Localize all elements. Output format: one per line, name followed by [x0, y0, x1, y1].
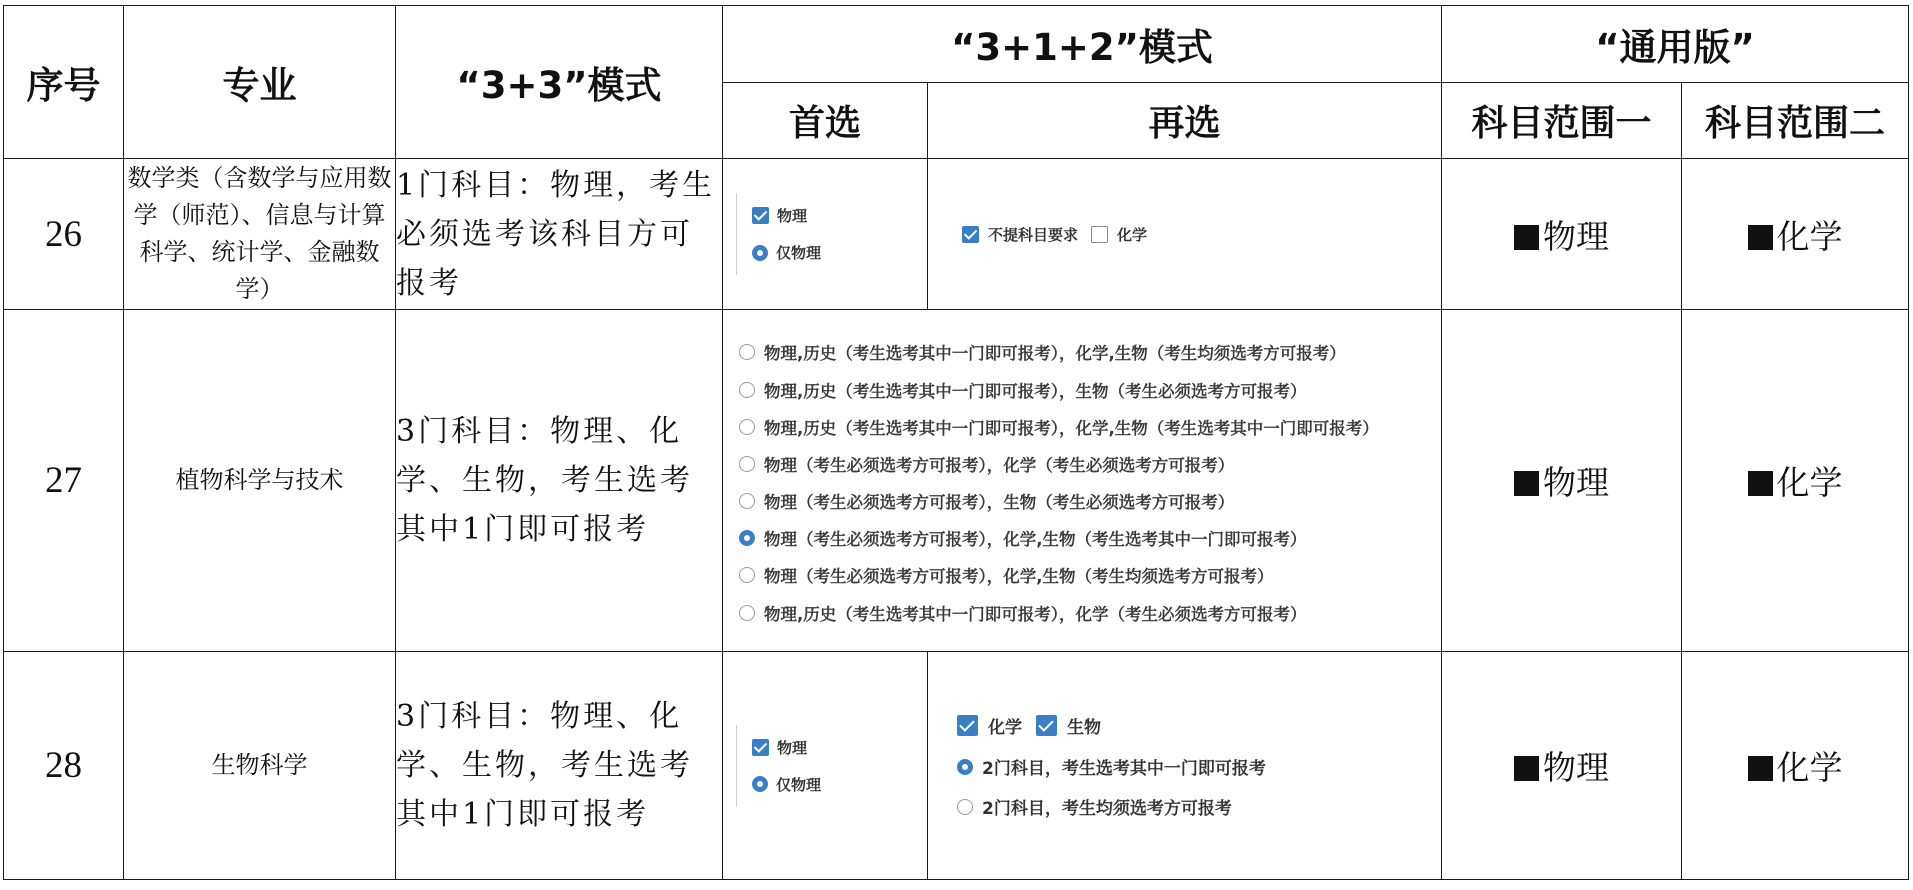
radio-option[interactable]: [739, 594, 1441, 631]
header-second-choice: 再选: [928, 83, 1442, 159]
first-choice-cell: [723, 159, 928, 310]
header-general: “通用版”: [1442, 6, 1909, 83]
range-1-value: 物理: [1543, 216, 1609, 256]
row-number: 26: [4, 159, 124, 310]
major-name: 植物科学与技术: [124, 310, 396, 652]
radio-option[interactable]: [739, 445, 1441, 482]
radio-unselected-icon[interactable]: [957, 799, 973, 815]
checkbox-unchecked-icon[interactable]: [1091, 226, 1108, 243]
black-square-icon: [1748, 225, 1773, 250]
radio-unselected-icon[interactable]: [739, 456, 755, 472]
option-label: 物理（考生必须选考方可报考），化学,生物（考生选考其中一门即可报考）: [764, 530, 1307, 550]
requirement-3-3: 1门科目：物理，考生必须选考该科目方可报考: [396, 159, 723, 310]
range-1-cell: [1442, 652, 1682, 880]
combination-radio-list: [723, 330, 1441, 632]
black-square-icon: [1514, 225, 1539, 250]
option-label: 物理（考生必须选考方可报考），化学（考生必须选考方可报考）: [764, 455, 1235, 475]
range-2-value: 化学: [1776, 463, 1843, 502]
radio-unselected-icon[interactable]: [739, 419, 755, 435]
header-mode-3-3: “3+3”模式: [396, 6, 723, 159]
range-1-cell: [1442, 310, 1682, 652]
requirement-3-3: 3门科目：物理、化学、生物，考生选考其中1门即可报考: [396, 652, 723, 880]
physics-only-label: 仅物理: [776, 244, 822, 262]
requirement-3-3: 3门科目：物理、化学、生物，考生选考其中1门即可报考: [396, 310, 723, 652]
black-square-icon: [1748, 756, 1773, 781]
radio-option[interactable]: [739, 520, 1441, 557]
second-choice-cell: [928, 159, 1442, 310]
major-name: 生物科学: [124, 652, 396, 880]
subject-requirements-table: [3, 5, 1909, 880]
option-label: 物理,历史（考生选考其中一门即可报考），化学,生物（考生选考其中一门即可报考）: [764, 418, 1379, 438]
black-square-icon: [1748, 471, 1773, 496]
header-range-2: 科目范围二: [1682, 83, 1909, 159]
physics-only-label: 仅物理: [776, 775, 822, 794]
physics-checkbox-row[interactable]: [752, 197, 927, 234]
row-number: 28: [4, 652, 124, 880]
radio-option[interactable]: [739, 371, 1441, 408]
radio-unselected-icon[interactable]: [739, 493, 755, 509]
radio-option[interactable]: [739, 557, 1441, 594]
header-mode-3-1-2: “3+1+2”模式: [723, 6, 1442, 83]
header-range-1: 科目范围一: [1442, 83, 1682, 159]
radio-option[interactable]: [957, 787, 1441, 827]
chemistry-label: 化学: [1117, 225, 1148, 244]
black-square-icon: [1514, 756, 1539, 781]
range-2-cell: [1682, 310, 1909, 652]
major-name: 数学类（含数学与应用数学（师范）、信息与计算科学、统计学、金融数学）: [124, 159, 396, 310]
physics-checkbox-row[interactable]: [752, 729, 927, 766]
radio-option[interactable]: [739, 334, 1441, 371]
range-2-value: 化学: [1776, 216, 1843, 256]
range-1-value: 物理: [1543, 748, 1609, 787]
row-number: 27: [4, 310, 124, 652]
physics-only-radio-row[interactable]: [752, 766, 927, 803]
option-label: 物理（考生必须选考方可报考），化学,生物（考生均须选考方可报考）: [764, 567, 1274, 587]
chemistry-label: 化学: [988, 718, 1022, 738]
radio-selected-icon[interactable]: [752, 245, 768, 261]
option-label: 物理,历史（考生选考其中一门即可报考），生物（考生必须选考方可报考）: [764, 381, 1307, 401]
radio-unselected-icon[interactable]: [739, 344, 755, 360]
black-square-icon: [1514, 471, 1539, 496]
range-1-cell: [1442, 159, 1682, 310]
checkbox-checked-icon[interactable]: [1036, 715, 1057, 736]
radio-option[interactable]: [739, 408, 1441, 445]
radio-unselected-icon[interactable]: [739, 605, 755, 621]
checkbox-checked-icon[interactable]: [752, 739, 769, 756]
header-major: 专业: [124, 6, 396, 159]
table-row: [4, 159, 1909, 310]
physics-checkbox-label: 物理: [777, 738, 808, 757]
no-requirement-label: 不提科目要求: [988, 225, 1079, 244]
radio-option[interactable]: [739, 483, 1441, 520]
range-1-value: 物理: [1543, 463, 1609, 502]
range-2-cell: [1682, 652, 1909, 880]
biology-label: 生物: [1067, 718, 1101, 738]
physics-checkbox-label: 物理: [777, 207, 808, 225]
option-label: 2门科目，考生均须选考方可报考: [982, 799, 1232, 819]
range-2-value: 化学: [1776, 748, 1843, 787]
option-label: 2门科目，考生选考其中一门即可报考: [982, 759, 1266, 779]
combination-options-cell: [723, 310, 1442, 652]
header-first-choice: 首选: [723, 83, 928, 159]
table-row: [4, 310, 1909, 652]
radio-unselected-icon[interactable]: [739, 382, 755, 398]
option-label: 物理,历史（考生选考其中一门即可报考），化学,生物（考生均须选考方可报考）: [764, 344, 1346, 364]
radio-selected-icon[interactable]: [957, 759, 973, 775]
first-choice-cell: [723, 652, 928, 880]
radio-selected-icon[interactable]: [739, 530, 755, 546]
radio-option[interactable]: [957, 747, 1441, 787]
range-2-cell: [1682, 159, 1909, 310]
option-label: 物理（考生必须选考方可报考），生物（考生必须选考方可报考）: [764, 493, 1235, 513]
second-choice-cell: [928, 652, 1442, 880]
checkbox-checked-icon[interactable]: [957, 715, 978, 736]
table-row: [4, 652, 1909, 880]
option-label: 物理,历史（考生选考其中一门即可报考），化学（考生必须选考方可报考）: [764, 604, 1307, 624]
physics-only-radio-row[interactable]: [752, 234, 927, 271]
radio-unselected-icon[interactable]: [739, 567, 755, 583]
radio-selected-icon[interactable]: [752, 776, 768, 792]
checkbox-checked-icon[interactable]: [962, 226, 979, 243]
checkbox-checked-icon[interactable]: [752, 207, 769, 224]
header-seq: 序号: [4, 6, 124, 159]
